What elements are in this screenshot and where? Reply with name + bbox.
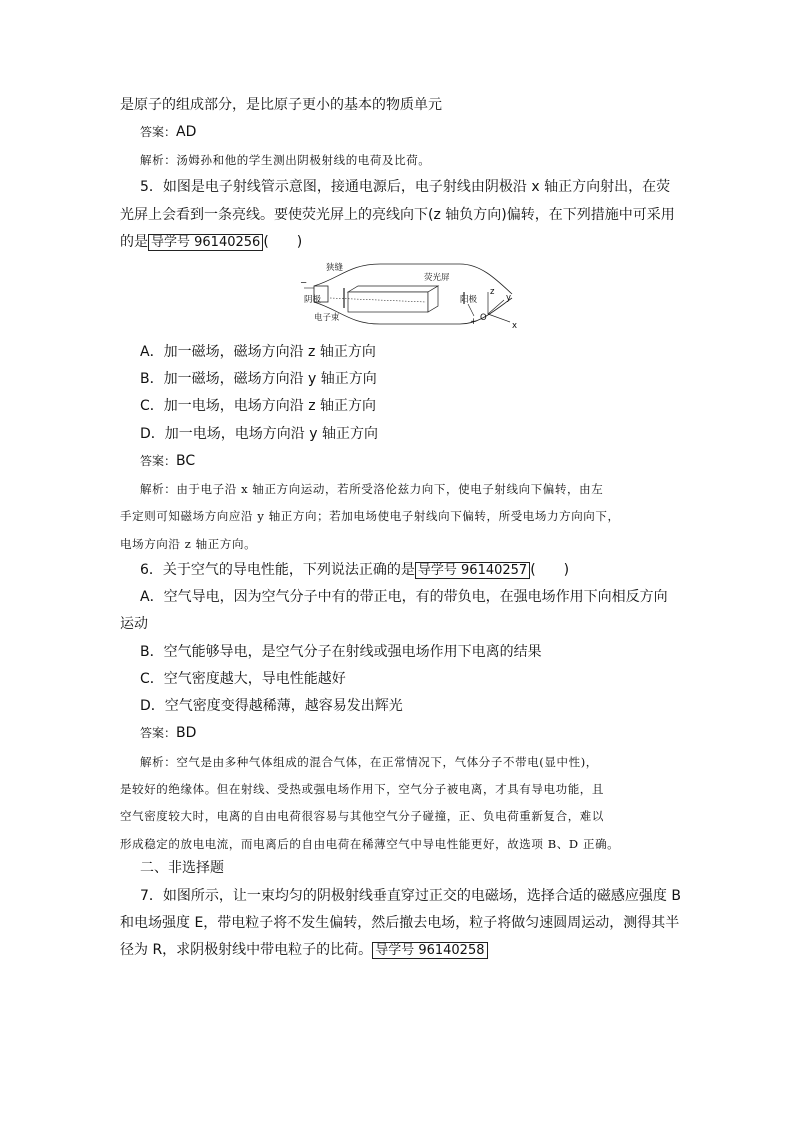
q6-option-c: C．空气密度越大，导电性能越好 bbox=[140, 671, 346, 687]
label-minus: − bbox=[300, 278, 308, 288]
analysis-text: 汤姆孙和他的学生测出阴极射线的电荷及比荷。 bbox=[176, 153, 431, 167]
q5-text: 的是 bbox=[120, 234, 148, 250]
label-axis-z: z bbox=[490, 287, 495, 297]
analysis-line-q6-1 bbox=[140, 752, 598, 772]
q5-ref-box[interactable]: 导学号 96140256 bbox=[148, 234, 263, 251]
q6-line-1 bbox=[140, 560, 569, 581]
analysis-text: 空气是由多种气体组成的混合气体，在正常情况下，气体分子不带电(显中性)， bbox=[176, 755, 598, 769]
q5-line-3 bbox=[120, 232, 302, 253]
section-heading: 二、非选择题 bbox=[140, 860, 224, 876]
q5-line-2: 光屏上会看到一条亮线。要使荧光屏上的亮线向下(z 轴负方向)偏转，在下列措施中可采用 bbox=[120, 207, 675, 223]
label-origin: O bbox=[480, 313, 487, 323]
q5-option-b: B．加一磁场，磁场方向沿 y 轴正方向 bbox=[140, 371, 377, 387]
q6-ref-box[interactable]: 导学号 96140257 bbox=[415, 562, 530, 579]
analysis-label: 解析： bbox=[140, 153, 177, 167]
q6-option-d: D．空气密度变得越稀薄，越容易发出辉光 bbox=[140, 698, 403, 714]
answer-label: 答案： bbox=[140, 125, 177, 139]
analysis-text: 由于电子沿 x 轴正方向运动，若所受洛伦兹力向下，使电子射线向下偏转，由左 bbox=[176, 482, 604, 496]
line-intro: 是原子的组成部分，是比原子更小的基本的物质单元 bbox=[120, 97, 442, 113]
answer-value: BD bbox=[176, 725, 197, 741]
q5-paren: ( ) bbox=[263, 234, 303, 250]
q6-option-b: B．空气能够导电，是空气分子在射线或强电场作用下电离的结果 bbox=[140, 644, 542, 660]
answer-label: 答案： bbox=[140, 726, 177, 740]
label-axis-y: y bbox=[506, 293, 512, 303]
q6-paren: ( ) bbox=[530, 562, 570, 578]
q5-option-d: D．加一电场，电场方向沿 y 轴正方向 bbox=[140, 426, 378, 442]
q6-option-a-2: 运动 bbox=[120, 616, 148, 632]
analysis-line-q5-3: 电场方向沿 z 轴正方向。 bbox=[120, 537, 257, 551]
q7-line-3 bbox=[120, 940, 488, 961]
analysis-line-q6-2: 是较好的绝缘体。但在射线、受热或强电场作用下，空气分子被电离，才具有导电功能，且 bbox=[120, 782, 604, 796]
analysis-line-q4 bbox=[140, 150, 430, 170]
q7-text: 径为 R，求阴极射线中带电粒子的比荷。 bbox=[120, 942, 373, 958]
label-axis-x: x bbox=[512, 321, 518, 331]
q7-ref-box[interactable]: 导学号 96140258 bbox=[372, 942, 487, 959]
label-screen: 荧光屏 bbox=[424, 273, 450, 283]
q6-text: 6．关于空气的导电性能，下列说法正确的是 bbox=[140, 562, 415, 578]
label-anode: 阳极 bbox=[460, 295, 478, 305]
q7-line-2: 和电场强度 E，带电粒子将不发生偏转，然后撤去电场，粒子将做匀速圆周运动，测得其半 bbox=[120, 915, 680, 931]
cathode-ray-tube-diagram bbox=[300, 258, 532, 334]
q6-option-a-1: A．空气导电，因为空气分子中有的带正电，有的带负电，在强电场作用下向相反方向 bbox=[140, 589, 668, 605]
label-plus: + bbox=[470, 317, 478, 327]
analysis-line-q5-2: 手定则可知磁场方向应沿 y 轴正方向；若加电场使电子射线向下偏转，所受电场力方向向下， bbox=[120, 509, 620, 523]
analysis-line-q5-1 bbox=[140, 479, 603, 499]
analysis-line-q6-4: 形成稳定的放电电流，而电离后的自由电荷在稀薄空气中导电性能更好，故选项 B、D 正确。 bbox=[120, 837, 620, 851]
answer-value: BC bbox=[176, 453, 196, 469]
q5-option-c: C．加一电场，电场方向沿 z 轴正方向 bbox=[140, 398, 377, 414]
q7-line-1: 7．如图所示，让一束均匀的阴极射线垂直穿过正交的电磁场，选择合适的磁感应强度 B bbox=[140, 888, 681, 904]
answer-line-q5 bbox=[140, 451, 195, 471]
label-cathode: 阴极 bbox=[304, 295, 322, 305]
answer-value: AD bbox=[176, 124, 197, 140]
answer-label: 答案： bbox=[140, 454, 177, 468]
analysis-label: 解析： bbox=[140, 482, 177, 496]
analysis-label: 解析： bbox=[140, 755, 177, 769]
answer-line-q4 bbox=[140, 122, 196, 142]
answer-line-q6 bbox=[140, 723, 196, 743]
q5-line-1: 5．如图是电子射线管示意图，接通电源后，电子射线由阴极沿 x 轴正方向射出，在荧 bbox=[140, 179, 671, 195]
analysis-line-q6-3: 空气密度较大时，电离的自由电荷很容易与其他空气分子碰撞，正、负电荷重新复合，难以 bbox=[120, 809, 604, 823]
label-beam: 电子束 bbox=[314, 313, 340, 323]
q5-option-a: A．加一磁场，磁场方向沿 z 轴正方向 bbox=[140, 344, 376, 360]
label-slit: 狭缝 bbox=[326, 263, 344, 273]
